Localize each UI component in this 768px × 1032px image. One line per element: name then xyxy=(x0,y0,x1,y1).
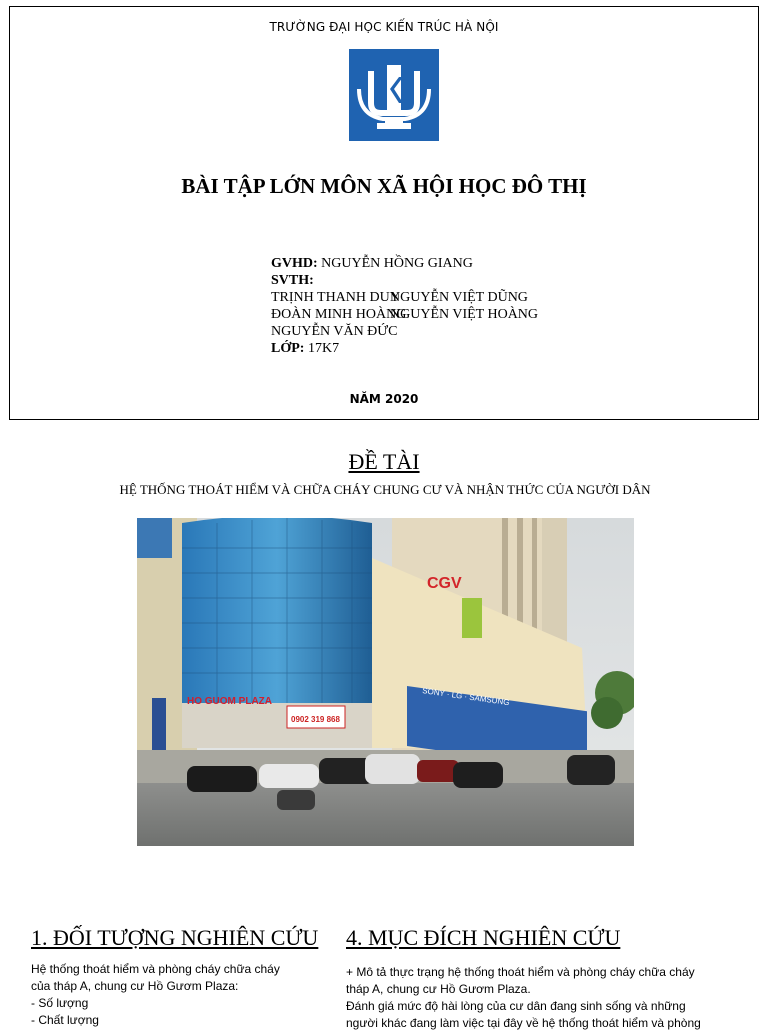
section-4-line: Đánh giá mức độ hài lòng của cư dân đang sinh sống và những xyxy=(346,999,686,1013)
student-name: NGUYỄN VIỆT HOÀNG xyxy=(390,307,539,322)
student-name: NGUYỄN VIỆT DŨNG xyxy=(390,290,528,305)
section-1-heading: 1. ĐỐI TƯỢNG NGHIÊN CỨU xyxy=(31,925,319,950)
section-1-line: - Chất lượng xyxy=(31,1013,99,1027)
cgv-sign: CGV xyxy=(427,575,462,592)
brand-banner: SONY · LG · SAMSUNG xyxy=(421,686,510,708)
report-title: BÀI TẬP LỚN MÔN XÃ HỘI HỌC ĐÔ THỊ xyxy=(181,174,587,198)
building-photo xyxy=(137,518,634,846)
cover-page xyxy=(9,6,759,420)
topic-title: ĐỀ TÀI xyxy=(348,449,420,474)
class-value: 17K7 xyxy=(307,341,340,356)
section-4-line: + Mô tả thực trạng hệ thống thoát hiểm và phòng cháy chữa cháy xyxy=(346,965,695,979)
advisor-row xyxy=(271,255,473,272)
class-row xyxy=(271,340,473,357)
section-1-body xyxy=(31,961,331,1029)
students-row-2 xyxy=(271,306,539,323)
students-row-3 xyxy=(271,323,473,340)
section-4-line: người khác đang làm việc tại đây về hệ thống thoát hiểm và phòng xyxy=(346,1016,701,1030)
section-1-line: của tháp A, chung cư Hồ Gươm Plaza: xyxy=(31,979,239,993)
banner-phone: 0902 319 868 xyxy=(291,715,340,724)
university-logo xyxy=(349,49,439,141)
advisor-label: GVHD: xyxy=(271,256,318,271)
section-4-heading: 4. MỤC ĐÍCH NGHIÊN CỨU xyxy=(346,925,621,950)
student-name: ĐOÀN MINH HOÀNG xyxy=(271,307,407,322)
student-name: TRỊNH THANH DUY xyxy=(271,290,400,305)
building-illustration xyxy=(137,518,634,846)
section-4-line: tháp A, chung cư Hồ Gươm Plaza. xyxy=(346,982,531,996)
section-1-line: Hệ thống thoát hiểm và phòng cháy chữa cháy xyxy=(31,962,280,976)
students-label: SVTH: xyxy=(271,273,314,288)
university-name: TRƯỜNG ĐẠI HỌC KIẾN TRÚC HÀ NỘI xyxy=(269,20,499,34)
students-label-row xyxy=(271,272,473,289)
author-info xyxy=(271,255,539,357)
topic-subtitle: HỆ THỐNG THOÁT HIỂM VÀ CHỮA CHÁY CHUNG CƯ VÀ NHẬN THỨC CỦA NGƯỜI DÂN xyxy=(119,482,651,497)
students-row-1 xyxy=(271,289,528,306)
advisor-name: NGUYỄN HỒNG GIANG xyxy=(321,256,473,271)
class-label: LỚP: xyxy=(271,341,305,356)
student-name: NGUYỄN VĂN ĐỨC xyxy=(271,324,398,339)
section-1-line: - Số lượng xyxy=(31,996,89,1010)
plaza-sign: HO GUOM PLAZA xyxy=(187,696,272,707)
year: NĂM 2020 xyxy=(349,392,419,406)
section-4-body xyxy=(346,964,761,1032)
